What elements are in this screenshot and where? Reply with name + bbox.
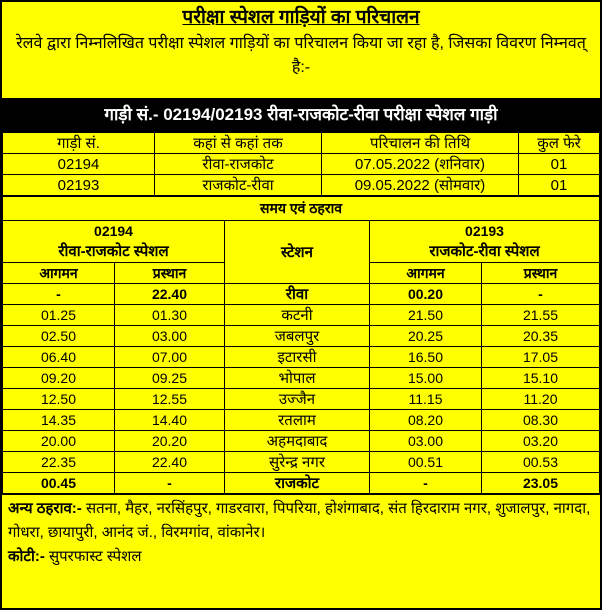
left-arrival: 20.00 <box>3 431 115 452</box>
right-departure: 23.05 <box>482 473 600 494</box>
right-departure: 00.53 <box>482 452 600 473</box>
right-train-number: 02193 <box>370 221 600 242</box>
station-name: रीवा <box>225 284 370 305</box>
left-arrival: 00.45 <box>3 473 115 494</box>
right-departure: 20.35 <box>482 326 600 347</box>
right-departure: 03.20 <box>482 431 600 452</box>
station-name: भोपाल <box>225 368 370 389</box>
left-departure: 01.30 <box>115 305 225 326</box>
station-row <box>3 389 600 410</box>
right-train-name: राजकोट-रीवा स्पेशल <box>370 242 600 263</box>
section-title: समय एवं ठहराव <box>3 197 600 221</box>
notes <box>2 494 600 571</box>
station-row <box>3 452 600 473</box>
other-stops-label: अन्य ठहराव:- <box>8 500 82 517</box>
right-arrival: 03.00 <box>370 431 482 452</box>
station-name: उज्जैन <box>225 389 370 410</box>
left-arrival: 09.20 <box>3 368 115 389</box>
left-departure: 12.55 <box>115 389 225 410</box>
page-title: परीक्षा स्पेशल गाड़ियों का परिचालन <box>182 7 420 28</box>
timing-table <box>2 196 600 494</box>
header-cell: परिचालन की तिथि <box>322 133 519 154</box>
left-departure: 07.00 <box>115 347 225 368</box>
summary-cell: राजकोट-रीवा <box>155 175 322 196</box>
station-row <box>3 305 600 326</box>
right-departure: 17.05 <box>482 347 600 368</box>
station-name: कटनी <box>225 305 370 326</box>
left-train-name: रीवा-राजकोट स्पेशल <box>3 242 225 263</box>
summary-cell: 07.05.2022 (शनिवार) <box>322 154 519 175</box>
summary-row <box>3 154 600 175</box>
summary-table <box>2 132 600 196</box>
left-arrival: 02.50 <box>3 326 115 347</box>
intro-text: रेलवे द्वारा निम्नलिखित परीक्षा स्पेशल गाड़ियों का परिचालन किया जा रहा है, जिसका विवरण निम्नवत् है:- <box>16 35 586 76</box>
station-name: इटारसी <box>225 347 370 368</box>
right-departure: 11.20 <box>482 389 600 410</box>
station-row <box>3 347 600 368</box>
station-row <box>3 368 600 389</box>
station-name: जबलपुर <box>225 326 370 347</box>
station-row <box>3 284 600 305</box>
station-row <box>3 431 600 452</box>
arrival-header: आगमन <box>370 263 482 284</box>
left-departure: 03.00 <box>115 326 225 347</box>
left-departure: 22.40 <box>115 284 225 305</box>
departure-header: प्रस्थान <box>115 263 225 284</box>
right-arrival: 11.15 <box>370 389 482 410</box>
summary-cell: 02194 <box>3 154 155 175</box>
right-departure: 15.10 <box>482 368 600 389</box>
right-arrival: 15.00 <box>370 368 482 389</box>
station-row <box>3 473 600 494</box>
right-arrival: 00.20 <box>370 284 482 305</box>
category: सुपरफास्ट स्पेशल <box>49 548 142 565</box>
arrival-header: आगमन <box>3 263 115 284</box>
left-departure: - <box>115 473 225 494</box>
left-arrival: 06.40 <box>3 347 115 368</box>
train-banner: गाड़ी सं.- 02194/02193 रीवा-राजकोट-रीवा परीक्षा स्पेशल गाड़ी <box>2 98 600 132</box>
station-name: राजकोट <box>225 473 370 494</box>
left-arrival: 14.35 <box>3 410 115 431</box>
summary-header <box>3 133 600 154</box>
other-stops: सतना, मैहर, नरसिंहपुर, गाडरवारा, पिपरिया, होशंगाबाद, संत हिरदाराम नगर, शुजालपुर, नागदा, गोधरा, छायापुरी, आनंद जं., विरमगांव, वांकानेर। <box>8 500 591 541</box>
left-departure: 09.25 <box>115 368 225 389</box>
station-row <box>3 326 600 347</box>
right-arrival: 08.20 <box>370 410 482 431</box>
left-arrival: 22.35 <box>3 452 115 473</box>
right-arrival: 21.50 <box>370 305 482 326</box>
header-cell: कुल फेरे <box>519 133 600 154</box>
right-arrival: 00.51 <box>370 452 482 473</box>
left-train-number: 02194 <box>3 221 225 242</box>
summary-cell: 01 <box>519 154 600 175</box>
station-row <box>3 410 600 431</box>
right-arrival: - <box>370 473 482 494</box>
summary-cell: 02193 <box>3 175 155 196</box>
left-departure: 22.40 <box>115 452 225 473</box>
right-departure: 21.55 <box>482 305 600 326</box>
left-arrival: 12.50 <box>3 389 115 410</box>
right-arrival: 20.25 <box>370 326 482 347</box>
left-departure: 20.20 <box>115 431 225 452</box>
left-arrival: 01.25 <box>3 305 115 326</box>
summary-cell: 01 <box>519 175 600 196</box>
category-label: कोटी:- <box>8 548 45 565</box>
header-cell: गाड़ी सं. <box>3 133 155 154</box>
summary-cell: रीवा-राजकोट <box>155 154 322 175</box>
station-name: रतलाम <box>225 410 370 431</box>
station-header: स्टेशन <box>225 221 370 284</box>
summary-row <box>3 175 600 196</box>
left-arrival: - <box>3 284 115 305</box>
summary-cell: 09.05.2022 (सोमवार) <box>322 175 519 196</box>
right-arrival: 16.50 <box>370 347 482 368</box>
departure-header: प्रस्थान <box>482 263 600 284</box>
station-name: अहमदाबाद <box>225 431 370 452</box>
right-departure: - <box>482 284 600 305</box>
left-departure: 14.40 <box>115 410 225 431</box>
right-departure: 08.30 <box>482 410 600 431</box>
station-name: सुरेन्द्र नगर <box>225 452 370 473</box>
header-cell: कहां से कहां तक <box>155 133 322 154</box>
